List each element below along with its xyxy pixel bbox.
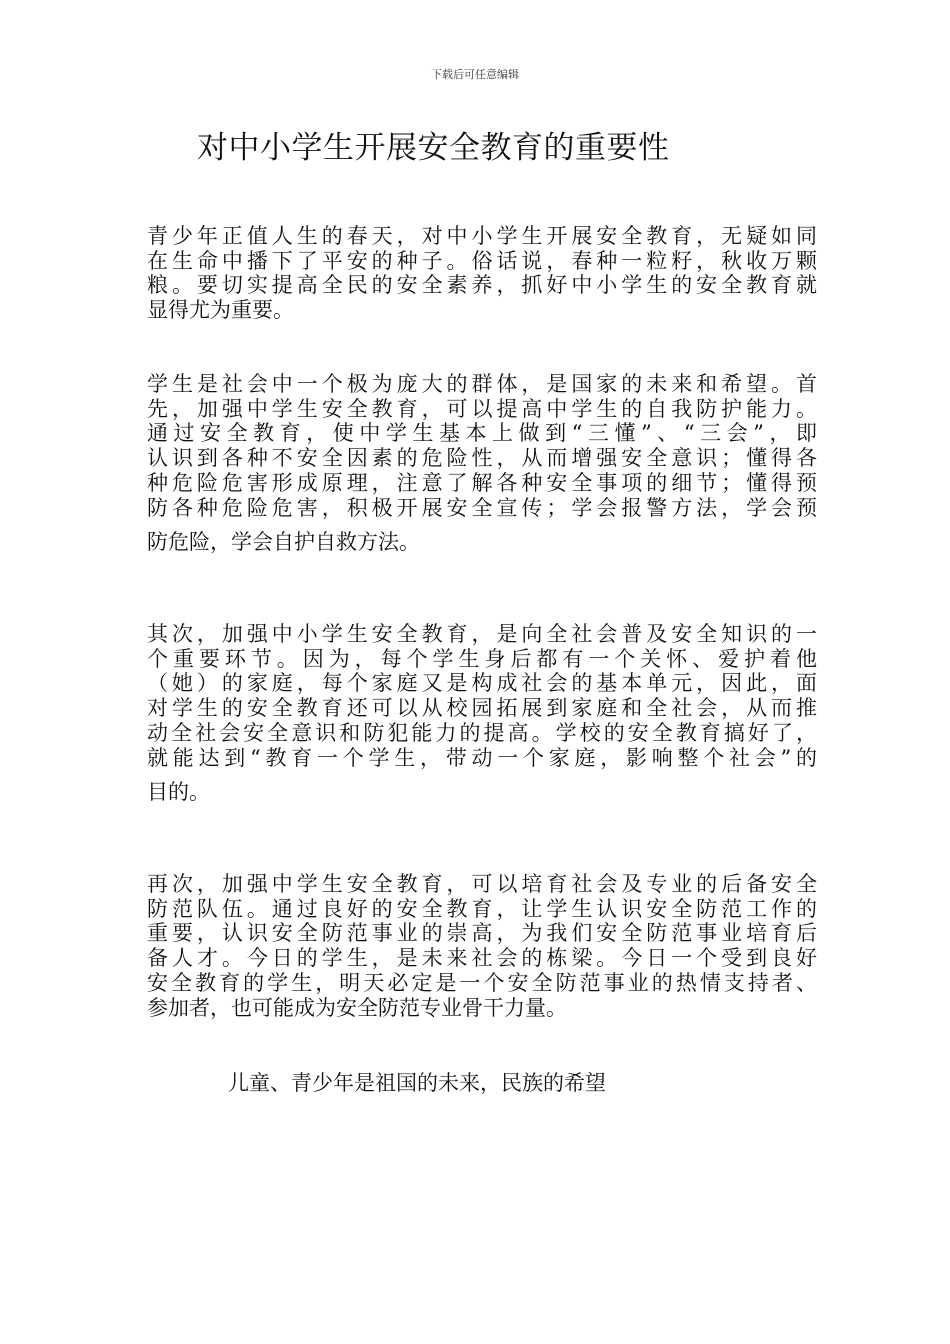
paragraph-4 xyxy=(147,872,817,1020)
paragraph-line: 重要，认识安全防范事业的崇高，为我们安全防范事业培育后 xyxy=(147,921,817,946)
paragraph-line: 动全社会安全意识和防犯能力的提高。学校的安全教育搞好了， xyxy=(147,720,817,745)
paragraph-line: 认识到各种不安全因素的危险性，从而增强安全意识；懂得各 xyxy=(147,446,817,471)
paragraph-line: 其次，加强中小学生安全教育，是向全社会普及安全知识的一 xyxy=(147,622,817,646)
paragraph-line: 防各种危险危害，积极开展安全宣传；学会报警方法，学会预 xyxy=(147,495,817,520)
paragraph-line: 备人才。今日的学生，是未来社会的栋梁。今日一个受到良好 xyxy=(147,946,817,971)
paragraph-line: 对学生的安全教育还可以从校园拓展到家庭和全社会，从而推 xyxy=(147,696,817,721)
download-note: 下载后可任意编辑 xyxy=(431,68,519,81)
paragraph-line: 种危险危害形成原理，注意了解各种安全事项的细节；懂得预 xyxy=(147,470,817,495)
paragraph-2 xyxy=(147,372,817,555)
paragraph-line: 目的。 xyxy=(147,780,210,805)
paragraph-line: 显得尤为重要。 xyxy=(147,298,294,323)
paragraph-line: 先，加强中学生安全教育，可以提高中学生的自我防护能力。 xyxy=(147,396,817,421)
paragraph-line: 防危险，学会自护自救方法。 xyxy=(147,530,420,555)
paragraph-line: 再次，加强中学生安全教育，可以培育社会及专业的后备安全 xyxy=(147,872,817,896)
paragraph-1 xyxy=(147,224,817,323)
paragraph-line: 个重要环节。因为，每个学生身后都有一个关怀、爱护着他 xyxy=(147,646,817,671)
paragraph-line: 参加者，也可能成为安全防范专业骨干力量。 xyxy=(147,995,567,1020)
paragraph-line: 防范队伍。通过良好的安全教育，让学生认识安全防范工作的 xyxy=(147,896,817,921)
paragraph-3 xyxy=(147,622,817,805)
paragraph-line: 在生命中播下了平安的种子。俗话说，春种一粒籽，秋收万颗 xyxy=(147,248,817,273)
paragraph-line: （她）的家庭，每个家庭又是构成社会的基本单元，因此，面 xyxy=(147,671,817,696)
closing-line: 儿童、青少年是祖国的未来，民族的希望 xyxy=(228,1071,606,1095)
paragraph-line: 就能达到“教育一个学生，带动一个家庭，影响整个社会”的 xyxy=(147,745,817,770)
paragraph-line: 粮。要切实提高全民的安全素养，抓好中小学生的安全教育就 xyxy=(147,273,817,298)
paragraph-line: 青少年正值人生的春天，对中小学生开展安全教育，无疑如同 xyxy=(147,224,817,248)
paragraph-line: 安全教育的学生，明天必定是一个安全防范事业的热情支持者、 xyxy=(147,970,817,995)
paragraph-line: 学生是社会中一个极为庞大的群体，是国家的未来和希望。首 xyxy=(147,372,817,396)
paragraph-line: 通过安全教育，使中学生基本上做到“三懂”、“三会”，即 xyxy=(147,421,817,446)
document-title: 对中小学生开展安全教育的重要性 xyxy=(197,130,670,166)
